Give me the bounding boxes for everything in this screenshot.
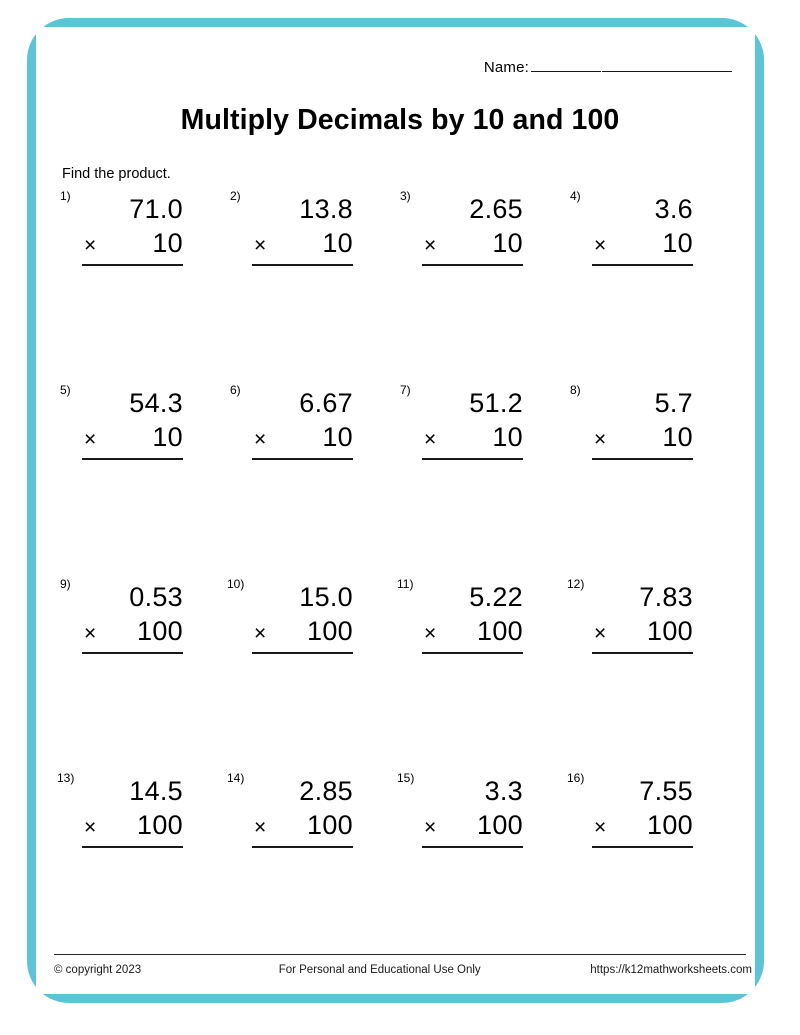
answer-rule[interactable] <box>422 458 523 460</box>
answer-rule[interactable] <box>422 846 523 848</box>
instruction-text: Find the product. <box>62 166 171 182</box>
multiplicand: 0.53 <box>129 582 183 612</box>
footer <box>54 964 752 976</box>
answer-rule[interactable] <box>82 652 183 654</box>
multiply-operator-icon: × <box>424 621 437 645</box>
multiplier-line <box>82 614 183 649</box>
footer-copyright: © copyright 2023 <box>54 964 142 976</box>
multiplier-line <box>592 808 693 843</box>
multiplier: 100 <box>477 615 523 646</box>
multiplier: 10 <box>322 421 353 452</box>
footer-url[interactable]: https://k12mathworksheets.com <box>590 964 752 976</box>
multiplier: 10 <box>492 421 523 452</box>
answer-rule[interactable] <box>592 264 693 266</box>
problem-1 <box>56 188 226 382</box>
multiplicand: 54.3 <box>129 388 183 418</box>
problem-number: 15) <box>397 771 415 785</box>
problem-body <box>422 388 523 460</box>
problem-number: 1) <box>60 189 71 203</box>
problem-body <box>252 776 353 848</box>
problem-6 <box>226 382 396 576</box>
multiplicand: 13.8 <box>299 194 353 224</box>
problem-number: 2) <box>230 189 241 203</box>
problem-number: 5) <box>60 383 71 397</box>
answer-rule[interactable] <box>82 846 183 848</box>
problem-body <box>82 194 183 266</box>
multiply-operator-icon: × <box>254 815 267 839</box>
answer-rule[interactable] <box>252 652 353 654</box>
problem-number: 6) <box>230 383 241 397</box>
problems-grid <box>56 188 736 964</box>
problem-row <box>56 382 736 576</box>
multiply-operator-icon: × <box>424 427 437 451</box>
multiplier-line <box>252 420 353 455</box>
multiplier: 100 <box>307 615 353 646</box>
multiplier: 10 <box>662 421 693 452</box>
multiplicand: 3.6 <box>654 194 693 224</box>
multiplicand: 5.7 <box>654 388 693 418</box>
multiply-operator-icon: × <box>84 233 97 257</box>
multiplier: 10 <box>152 421 183 452</box>
problem-body <box>592 388 693 460</box>
multiplier: 10 <box>492 227 523 258</box>
problem-9 <box>56 576 226 770</box>
problem-15 <box>396 770 566 964</box>
problem-number: 9) <box>60 577 71 591</box>
multiply-operator-icon: × <box>594 427 607 451</box>
answer-rule[interactable] <box>252 264 353 266</box>
answer-rule[interactable] <box>592 458 693 460</box>
multiplicand: 5.22 <box>469 582 523 612</box>
multiplier-line <box>82 808 183 843</box>
multiplicand: 7.55 <box>639 776 693 806</box>
multiplier-line <box>82 420 183 455</box>
multiply-operator-icon: × <box>254 621 267 645</box>
problem-number: 8) <box>570 383 581 397</box>
answer-rule[interactable] <box>82 458 183 460</box>
problem-3 <box>396 188 566 382</box>
problem-10 <box>226 576 396 770</box>
problem-body <box>252 388 353 460</box>
multiplier-line <box>422 808 523 843</box>
multiply-operator-icon: × <box>84 427 97 451</box>
name-label: Name: <box>483 59 529 76</box>
footer-divider <box>54 954 746 955</box>
problem-8 <box>566 382 736 576</box>
multiply-operator-icon: × <box>254 427 267 451</box>
problem-body <box>592 776 693 848</box>
multiply-operator-icon: × <box>594 815 607 839</box>
problem-number: 13) <box>57 771 75 785</box>
answer-rule[interactable] <box>592 846 693 848</box>
problem-body <box>252 582 353 654</box>
problem-13 <box>56 770 226 964</box>
multiplicand: 2.65 <box>469 194 523 224</box>
page-title: Multiply Decimals by 10 and 100 <box>180 104 620 136</box>
multiplier: 10 <box>152 227 183 258</box>
problem-body <box>82 582 183 654</box>
footer-usage-note: For Personal and Educational Use Only <box>278 964 481 976</box>
problem-body <box>422 194 523 266</box>
multiplicand: 3.3 <box>484 776 523 806</box>
multiplier: 100 <box>647 615 693 646</box>
name-input-blank-short[interactable] <box>531 58 601 72</box>
multiplier-line <box>592 614 693 649</box>
multiplicand: 7.83 <box>639 582 693 612</box>
problem-14 <box>226 770 396 964</box>
problem-body <box>82 388 183 460</box>
problem-body <box>422 582 523 654</box>
problem-11 <box>396 576 566 770</box>
problem-body <box>592 582 693 654</box>
multiplier-line <box>422 420 523 455</box>
multiply-operator-icon: × <box>254 233 267 257</box>
problem-2 <box>226 188 396 382</box>
problem-body <box>82 776 183 848</box>
multiplier-line <box>252 614 353 649</box>
multiplier: 100 <box>137 809 183 840</box>
multiplier: 100 <box>307 809 353 840</box>
multiply-operator-icon: × <box>594 233 607 257</box>
problem-body <box>252 194 353 266</box>
multiplier-line <box>252 226 353 261</box>
answer-rule[interactable] <box>422 264 523 266</box>
multiply-operator-icon: × <box>84 621 97 645</box>
problem-row <box>56 770 736 964</box>
problem-body <box>592 194 693 266</box>
problem-7 <box>396 382 566 576</box>
problem-number: 4) <box>570 189 581 203</box>
multiplier: 100 <box>477 809 523 840</box>
multiplier: 100 <box>137 615 183 646</box>
multiplicand: 2.85 <box>299 776 353 806</box>
multiplicand: 6.67 <box>299 388 353 418</box>
multiplicand: 51.2 <box>469 388 523 418</box>
answer-rule[interactable] <box>82 264 183 266</box>
multiplier-line <box>82 226 183 261</box>
answer-rule[interactable] <box>252 846 353 848</box>
answer-rule[interactable] <box>422 652 523 654</box>
name-field-row <box>484 58 732 76</box>
multiplicand: 71.0 <box>129 194 183 224</box>
problem-number: 12) <box>567 577 585 591</box>
multiplier-line <box>592 420 693 455</box>
multiplier: 100 <box>647 809 693 840</box>
problem-number: 11) <box>397 577 414 591</box>
answer-rule[interactable] <box>252 458 353 460</box>
problem-number: 14) <box>227 771 245 785</box>
multiplier-line <box>252 808 353 843</box>
multiplier: 10 <box>662 227 693 258</box>
problem-number: 16) <box>567 771 585 785</box>
multiply-operator-icon: × <box>594 621 607 645</box>
multiplier-line <box>422 226 523 261</box>
multiply-operator-icon: × <box>424 815 437 839</box>
multiplicand: 15.0 <box>299 582 353 612</box>
problem-5 <box>56 382 226 576</box>
problem-number: 3) <box>400 189 411 203</box>
multiply-operator-icon: × <box>84 815 97 839</box>
problem-number: 10) <box>227 577 245 591</box>
multiplier-line <box>422 614 523 649</box>
problem-body <box>422 776 523 848</box>
multiplicand: 14.5 <box>129 776 183 806</box>
problem-12 <box>566 576 736 770</box>
answer-rule[interactable] <box>592 652 693 654</box>
problem-row <box>56 188 736 382</box>
multiply-operator-icon: × <box>424 233 437 257</box>
problem-number: 7) <box>400 383 411 397</box>
multiplier-line <box>592 226 693 261</box>
problem-4 <box>566 188 736 382</box>
problem-16 <box>566 770 736 964</box>
name-input-blank-long[interactable] <box>602 58 732 72</box>
problem-row <box>56 576 736 770</box>
multiplier: 10 <box>322 227 353 258</box>
